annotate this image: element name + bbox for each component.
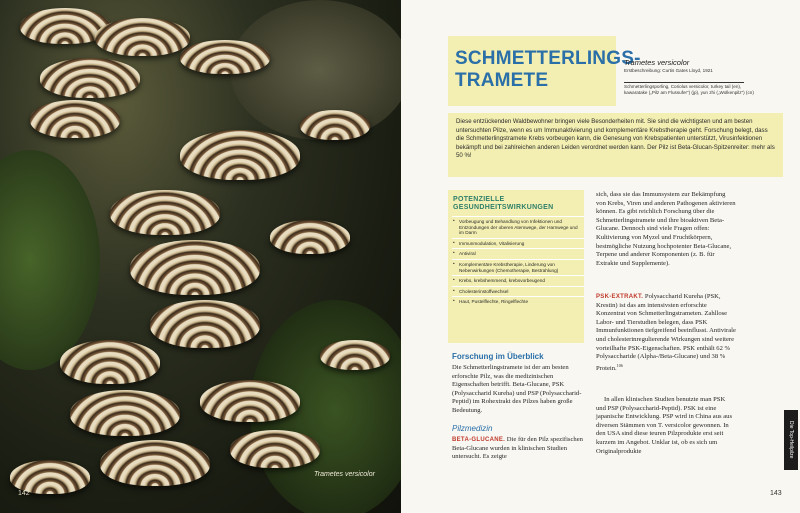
moss-patch — [0, 150, 100, 370]
effects-list-item: • Immunmodulation, Vitalisierung — [452, 238, 584, 249]
effects-list-item: • Antiviral — [452, 248, 584, 259]
first-description: Erstbeschreibung: Curtis Gates Lloyd, 1921 — [624, 68, 713, 73]
mushroom-cap — [270, 220, 350, 254]
psk-label: PSK-EXTRAKT. — [596, 294, 644, 300]
mushroom-cap — [320, 340, 390, 370]
psk-reference: 106 — [616, 362, 623, 368]
photo-caption: Trametes versicolor — [314, 471, 375, 478]
alias-names: Schmetterlingsporling, Coriolus versicolor, turkey tail (en), kawaratake („Pilz am Flussufer“) (jp), yun zhi („Wolkenpilz“) (cn) — [624, 84, 754, 95]
page-number-right: 143 — [770, 490, 782, 497]
chapter-side-tab: Die Top-Heilpilze — [784, 410, 798, 470]
page-number-left: 142 — [18, 490, 30, 497]
mushroom-cap — [180, 40, 270, 74]
title-line-1: SCHMETTERLINGS- — [455, 48, 641, 69]
page-title — [455, 48, 641, 92]
column-2-text-1: sich, dass sie das Immunsystem zur Bekämpfung von Krebs, Viren und anderen Pathogenen aktivieren können. Es gibt reichlich Forschung über die Schmetterlingstramete und ihre bioaktiven Beta-Glucane. Dennoch sind viele Fragen offen: Kultivierung von Myzel und Fruchtkörpern, bestmögliche Nutzung hochpotenter Beta-Glucane, Terpene und anderer Komponenten (z. B. für Extrakte und Supplemente). — [596, 191, 736, 267]
beta-glucane-text: Die für den Pilz spezifischen Beta-Glucane wurden in klinischen Studien untersucht. Es zeigte — [452, 436, 583, 461]
effects-list-item: • Vorbeugung und Behandlung von Infektionen und Entzündungen der oberen Atemwege, der Harnwege und im Darm — [452, 216, 584, 238]
mushroom-cap — [180, 130, 300, 180]
mushroom-cap — [10, 460, 90, 494]
scientific-name: Trametes versicolor — [624, 58, 690, 67]
mushroom-cap — [200, 380, 300, 422]
effects-list-item: • Haut, Pustelflechte, Ringelflechte — [452, 296, 584, 307]
psk-text: Polysaccharid Kureha (PSK, Krestin) ist das am intensivsten erforschte Konzentrat von Schmetterlingstrameten. Zahllose Labor- und Tierstudien belegen, dass PSK Immunfunktionen tiefgreifend beeinflusst. Antivirale und cholesterinregulierende Wirkungen sind weitere vorteilhafte PSK-Eigenschaften. PSK enthält 62 % Polysaccharide (Alpha-/Beta-Glucane) und 38 % Protein. — [596, 293, 736, 372]
mushroom-cap — [300, 110, 370, 140]
psk-paragraph — [596, 293, 736, 374]
title-line-2: TRAMETE — [455, 70, 549, 91]
mushroom-cap — [95, 18, 190, 56]
mushroom-cap — [60, 340, 160, 384]
research-text: Die Schmetterlingstramete ist der am besten erforschte Pilz, was die medizinischen Eigenschaften betrifft. Beta-Glucane, PSK (Polysaccharid Kureha) und PSP (Polysaccharid-Peptid) im Rohextrakt des Pilzes haben große Bedeutung. — [452, 364, 582, 414]
divider — [624, 82, 744, 83]
mushroom-cap — [130, 240, 260, 295]
effects-list-item: • Krebs, krebshemmend, krebsvorbeugend — [452, 275, 584, 286]
mushroom-cap — [150, 300, 260, 348]
pilzmedizin-heading: Pilzmedizin — [452, 424, 493, 433]
effects-heading: POTENZIELLE GESUNDHEITSWIRKUNGEN — [453, 196, 554, 211]
mushroom-cap — [70, 390, 180, 436]
mushroom-cap — [40, 58, 140, 98]
column-2-text-2: In allen klinischen Studien benutzte man PSK und PSP (Polysaccharid-Peptid). PSK ist eine japanische Entwicklung. PSP wird in China aus aus diversen Stämmen von T. versicolor gewonnen. In den USA sind diese teuren Pilzprodukte erst seit kurzem im Angebot. Unklar ist, ob es sich um Originalprodukte — [596, 396, 733, 455]
research-heading: Forschung im Überblick — [452, 352, 544, 361]
effects-list — [452, 216, 584, 307]
beta-glucane-label: BETA-GLUCANE. — [452, 437, 506, 443]
mushroom-cap — [230, 430, 320, 468]
effects-list-item: • Komplementäre Krebstherapie, Linderung von Nebenwirkungen (Chemotherapie, Bestrahlung) — [452, 259, 584, 275]
effects-list-item: • Cholesterinstoffwechsel — [452, 286, 584, 297]
mushroom-cap — [30, 100, 120, 138]
mushroom-cap — [100, 440, 210, 486]
beta-glucane-paragraph — [452, 436, 586, 462]
mushroom-cap — [110, 190, 220, 235]
intro-box: Diese entzückenden Waldbewohner bringen viele Besonderheiten mit. Sie sind die wichtigsten und am besten untersuchten Pilze, wenn es um Immunaktivierung und komplementäre Krebstherapie geht. Forschung belegt, dass die Schmetterlingstramete Krebs vorbeugen kann, die Genesung von Krebspatienten unterstützt, Virusinfektionen bekämpft und bei zahlreichen anderen Leiden verordnet werden kann. Der Pilz ist Beta-Glucan-Spitzenreiter: mehr als 50 %! — [448, 113, 783, 177]
